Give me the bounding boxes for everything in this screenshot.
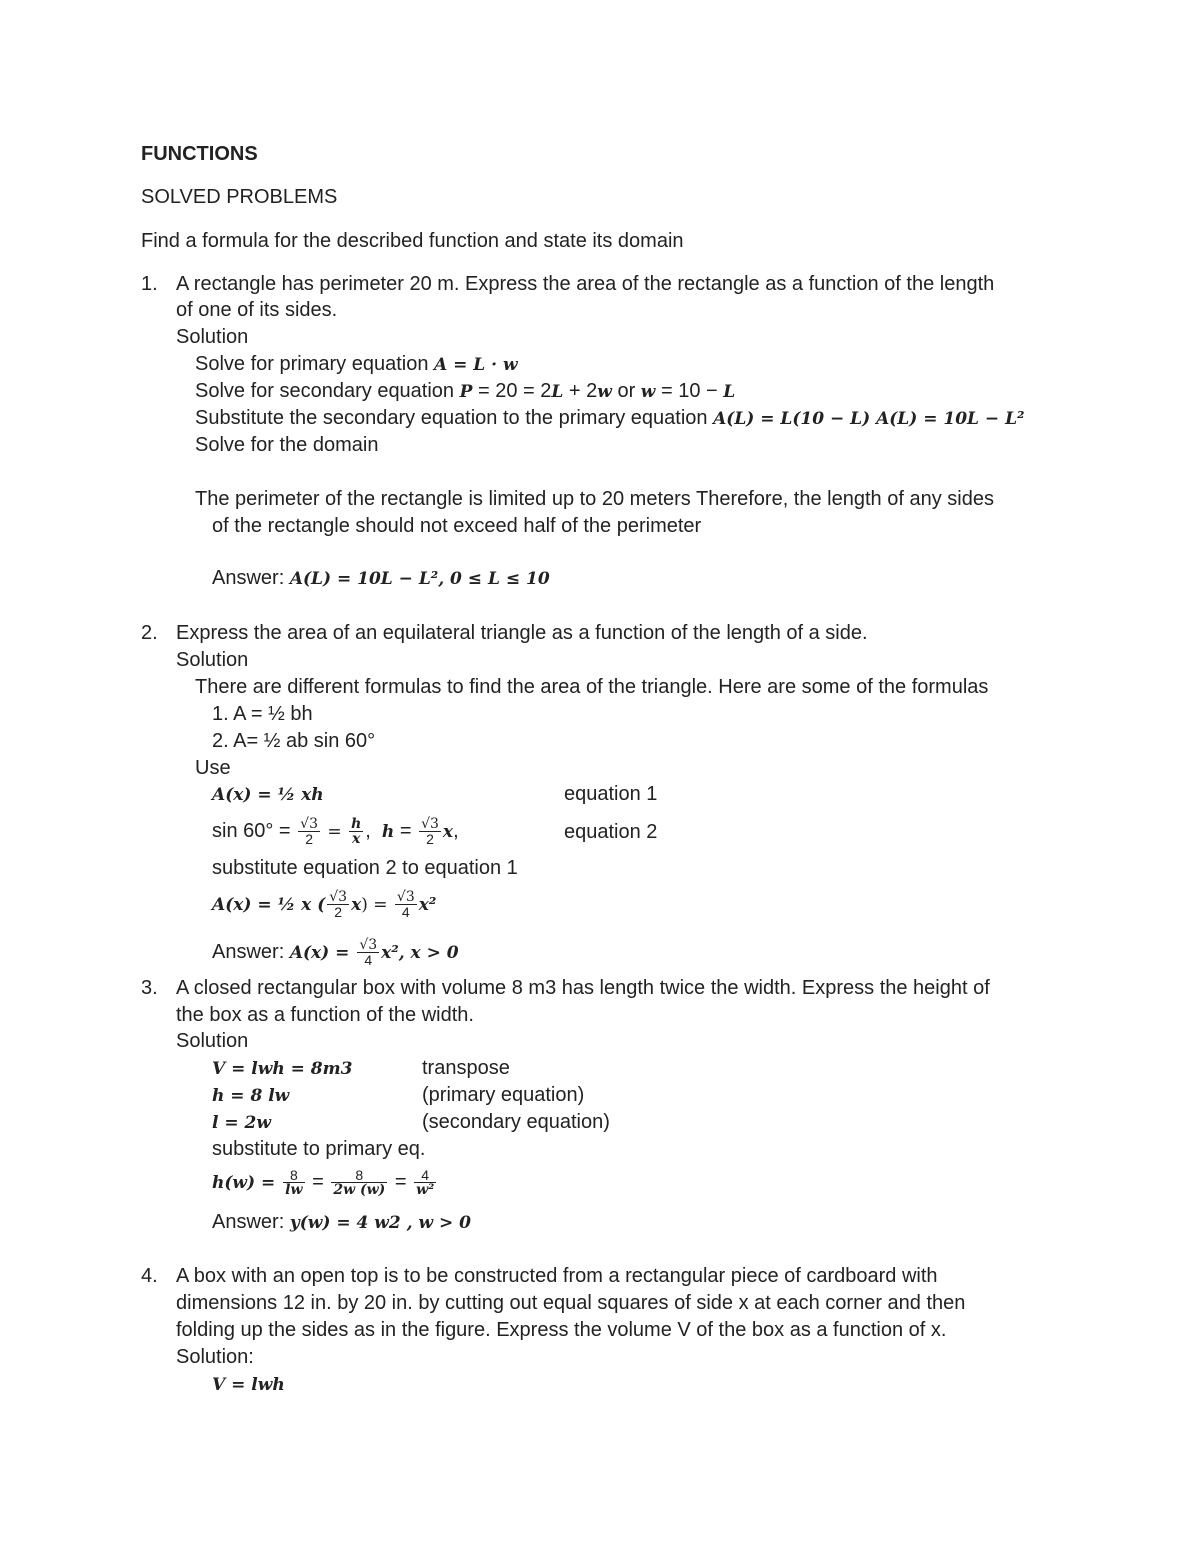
instruction: Find a formula for the described function and state its domain [141,230,684,252]
step-text: Solve for primary equation [195,353,435,375]
math-lhs: h(w) = [212,1173,282,1193]
problem-2-intro: There are different formulas to find the area of the triangle. Here are some of the formulas [195,676,989,698]
denominator: 2 [305,831,313,848]
problem-3-number: 3. [141,977,158,999]
answer-label: Answer: [212,567,290,589]
problem-4-question-line-3: folding up the sides as in the figure. Express the volume V of the box as a function of x. [176,1319,947,1341]
sin-text: sin 60° = [212,820,297,842]
fraction [283,1168,304,1197]
page-title: FUNCTIONS [141,143,258,165]
equation-math: h = 8 lw [212,1086,290,1106]
equation-1 [212,782,324,807]
problem-1-step-3 [195,406,1024,431]
math-text: = 10 − [655,380,724,402]
fraction [414,1168,436,1197]
fraction [395,890,417,919]
problem-1-domain-line-1: The perimeter of the rectangle is limited up to 20 meters Therefore, the length of any sides [195,488,994,510]
math-var: L [723,382,736,402]
problem-2-question: Express the area of an equilateral triangle as a function of the length of a side. [176,622,868,644]
substitution-result: A(x) = ½ x ( $\frac{√3}{2}$ x) = $\frac{√3}{4}$ x² [212,889,437,921]
equation-2: sin 60° = $\frac{√3}{2}$ = $\frac{h}{x}$ , h = $\frac{√3}{2}$ x, [212,816,459,848]
problem-1-step-4: Solve for the domain [195,434,379,456]
fraction [331,1168,387,1197]
math-var: P [459,382,473,402]
problem-4-question-line-2: dimensions 12 in. by 20 in. by cutting out equal squares of side x at each corner and then [176,1292,966,1314]
problem-1-step-1 [195,352,518,377]
height-equation [212,1083,289,1108]
numerator: √3 [396,889,415,906]
problem-1-solution-label: Solution [176,326,249,348]
fraction [357,938,379,967]
denominator: 2w (w) [333,1182,386,1199]
substitute-text: substitute to primary eq. [212,1138,426,1160]
answer-math: y(w) = 4 w2 , w > 0 [289,1213,472,1233]
step-text: Solve for secondary equation [195,380,460,402]
answer-math: A(L) = 10L − L², 0 ≤ L ≤ 10 [289,569,550,589]
height-function: h(w) = $\frac{8}{lw}$ = $\frac{8}{2w (w)}$ = $\frac{4}{\text{w²}}$ [212,1167,435,1199]
math-text: or [611,380,641,402]
math-text: + 2 [563,380,598,402]
denominator: 2 [426,831,434,848]
problem-2-number: 2. [141,622,158,644]
numerator: √3 [421,816,439,833]
volume-note: transpose [422,1057,510,1079]
problem-1-answer [212,566,550,591]
denominator: 2 [334,904,343,921]
fraction [298,817,320,846]
equation-math: V = lwh = 8m3 [212,1059,353,1079]
denominator: lw [285,1182,303,1199]
problem-4-number: 4. [141,1265,158,1287]
problem-1-question-line-1: A rectangle has perimeter 20 m. Express the area of the rectangle as a function of the length [176,273,995,295]
secondary-equation-note: (secondary equation) [422,1111,610,1133]
numerator: √3 [329,889,348,906]
equation-2-label: equation 2 [564,821,658,843]
problem-2-answer [212,932,459,973]
numerator: 8 [331,1168,387,1183]
numerator: √3 [300,816,318,833]
problem-2-solution-label: Solution [176,649,249,671]
problem-1-domain-line-2: of the rectangle should not exceed half of the perimeter [212,515,702,537]
problem-1-step-2 [195,379,735,404]
math-text: = 20 = 2 [472,380,552,402]
answer-tail: x², x > 0 [381,943,459,963]
denominator: w² [416,1182,435,1199]
numerator: 4 [414,1168,436,1183]
problem-3-answer [212,1210,471,1235]
math-var: h [381,822,395,842]
fraction [327,890,349,919]
numerator: √3 [359,937,378,954]
problem-3-question-line-2: the box as a function of the width. [176,1004,474,1026]
problem-3-solution-label: Solution [176,1030,249,1052]
equation-1-label: equation 1 [564,783,658,805]
denominator: 4 [401,904,410,921]
problem-4-question-line-1: A box with an open top is to be constructed from a rectangular piece of cardboard with [176,1265,938,1287]
fraction [419,817,441,846]
substitute-text: substitute equation 2 to equation 1 [212,857,518,879]
equation-math: V = lwh [212,1375,285,1395]
answer-label: Answer: [212,1211,290,1233]
formula-1: 1. A = ½ bh [212,703,313,725]
formula-2: 2. A= ½ ab sin 60° [212,730,376,752]
primary-equation-note: (primary equation) [422,1084,585,1106]
volume-equation [212,1056,352,1081]
fraction [349,817,363,846]
denominator: 4 [364,952,373,969]
length-equation [212,1110,271,1135]
numerator: h [351,816,362,833]
equation-math: l = 2w [212,1113,272,1133]
step-math: A = L · w [434,355,518,375]
numerator: 8 [283,1168,304,1183]
math-var: x [442,822,454,842]
math-var: w [597,382,612,402]
denominator: x [351,831,361,848]
problem-1-number: 1. [141,273,158,295]
subtitle: SOLVED PROBLEMS [141,186,338,208]
problem-1-question-line-2: of one of its sides. [176,299,338,321]
math-var: x [351,895,362,915]
math-lhs: A(x) = ½ x ( [212,895,326,915]
problem-4-volume [212,1372,285,1397]
use-label: Use [195,757,231,779]
problem-4-solution-label: Solution: [176,1346,254,1368]
answer-lhs: A(x) = [289,943,356,963]
answer-label: Answer: [212,941,290,963]
math-var: w [640,382,656,402]
math-var: L [551,382,564,402]
step-math: A(L) = L(10 − L) A(L) = 10L − L² [713,409,1025,429]
equation-math: A(x) = ½ xh [212,785,324,805]
problem-3-question-line-1: A closed rectangular box with volume 8 m3 has length twice the width. Express the height of [176,977,990,999]
step-text: Substitute the secondary equation to the primary equation [195,407,714,429]
